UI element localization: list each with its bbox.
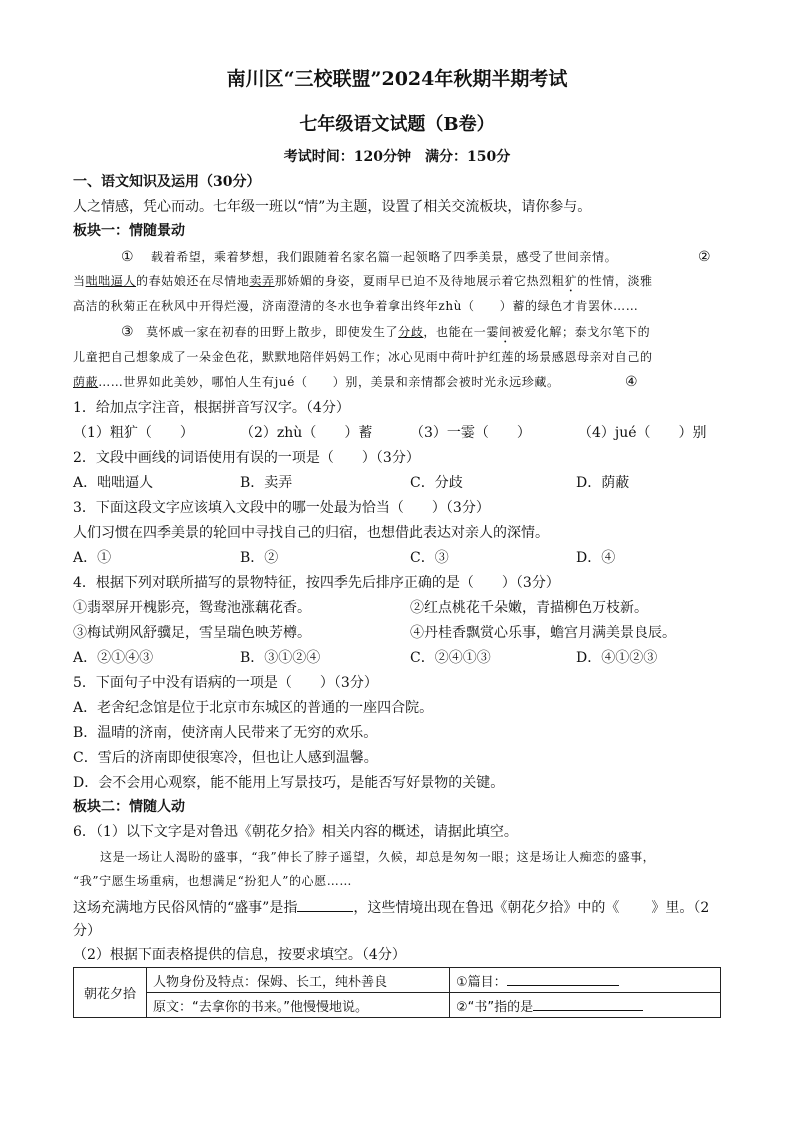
q4-option-a: A．②①④③ — [73, 650, 154, 666]
q4-couplet-3: ③梅试朔风舒骥足，雪呈瑞色映芳樽。 — [73, 625, 311, 641]
answer-blank-event[interactable] — [297, 899, 353, 912]
q2-option-c: C．分歧 — [410, 475, 463, 491]
table-cell-book: 朝花夕拾 — [74, 968, 147, 1018]
info-table — [73, 967, 721, 1018]
table-cell-answer-2 — [450, 993, 721, 1018]
block-heading-1: 板块一：情随景动 — [73, 223, 185, 239]
marker-1: ① — [121, 249, 135, 265]
q6-fill-text: 这场充满地方民俗风情的“盛事”是指 — [73, 900, 298, 916]
paper-subtitle: 七年级语文试题（B卷） — [299, 114, 495, 135]
q6-fill-text: 》里。（2 — [651, 900, 710, 916]
table-cell-answer-1 — [450, 968, 721, 993]
table-row — [74, 968, 721, 993]
exam-title: 南川区“三校联盟”2024年秋期半期考试 — [226, 68, 568, 90]
q6-quote-line-1: 这是一场让人渴盼的盛事，“我”伸长了脖子遥望，久候，却总是匆匆一眼；这是场让人痴恋的盛事， — [100, 850, 656, 864]
exam-meta: 考试时间：120分钟 满分：150分 — [283, 149, 511, 165]
underlined-word: 荫蔽 — [73, 375, 99, 389]
table-row — [74, 993, 721, 1018]
q3-stem: 3．下面这段文字应该填入文段中的哪一处最为恰当（ ）（3分） — [73, 500, 490, 516]
passage-line-5: 儿童把自己想象成了一朵金色花，默默地陪伴妈妈工作；冰心见雨中荷叶护红莲的场景感恩母亲对自己的 — [73, 350, 653, 364]
marker-2: ② — [698, 249, 711, 265]
table-cell-character: 人物身份及特点：保姆、长工，纯朴善良 — [147, 968, 450, 993]
q2-option-b: B．卖弄 — [240, 475, 293, 491]
q3-option-d: D．④ — [576, 550, 616, 566]
table-answer-label: ①篇目： — [456, 974, 507, 990]
table-cell-quote: 原文：“去拿你的书来。”他慢慢地说。 — [147, 993, 450, 1018]
underlined-word: 分歧 — [398, 325, 424, 339]
passage-line-2 — [73, 272, 653, 295]
q2-option-a: A．咄咄逼人 — [73, 475, 154, 491]
q1-stem: 1．给加点字注音，根据拼音写汉字。（4分） — [73, 400, 350, 416]
q5-option-b: B．温晴的济南，使济南人民带来了无穷的欢乐。 — [73, 725, 378, 741]
q4-option-b: B．③①②④ — [240, 650, 321, 666]
dotted-char: 犷 — [564, 274, 578, 288]
passage-text: 的春姑娘还在尽情地 — [136, 274, 250, 288]
q4-option-d: D．④①②③ — [576, 650, 658, 666]
q4-couplet-2: ②红点桃花千朵嫩，青描柳色万枝新。 — [410, 600, 648, 616]
passage-text: ，也能在一霎 — [423, 325, 499, 339]
q4-couplet-4: ④丹桂香飘赏心乐事，蟾宫月满美景良辰。 — [410, 625, 676, 641]
block-heading-2: 板块二：情随人动 — [73, 799, 185, 815]
marker-4: ④ — [625, 374, 638, 390]
q5-option-a: A．老舍纪念馆是位于北京市东城区的普通的一座四合院。 — [73, 700, 434, 716]
q3-option-a: A．① — [73, 550, 112, 566]
q5-option-c: C．雪后的济南即使很寒冷，但也让人感到温馨。 — [73, 750, 378, 766]
section-intro: 人之情感，凭心而动。七年级一班以“情”为主题，设置了相关交流板块，请你参与。 — [73, 199, 592, 215]
q6-fill-text: ，这些情境出现在鲁迅《朝花夕拾》中的《 — [353, 900, 620, 916]
passage-text: 被爱化解；泰戈尔笔下的 — [511, 325, 651, 339]
q6-stem-2: （2）根据下面表格提供的信息，按要求填空。（4分） — [73, 947, 406, 963]
q6-quote-line-2: “我”宁愿生场重病，也想满足“扮犯人”的心愿…… — [73, 874, 352, 888]
passage-line-1 — [121, 248, 617, 266]
answer-blank-chapter[interactable] — [507, 973, 619, 986]
q4-couplet-1: ①翡翠屏开槐影亮，鸳鸯池涨藕花香。 — [73, 600, 311, 616]
q2-option-d: D．荫蔽 — [576, 475, 630, 491]
q4-stem: 4．根据下列对联所描写的景物特征，按四季先后排序正确的是（ ）（3分） — [73, 575, 560, 591]
q1-option-2: （2）zhù（ ）蓄 — [240, 425, 373, 441]
q1-option-4: （4）jué（ ）别 — [578, 425, 707, 441]
passage-text: ……世界如此美妙，哪怕人生有jué（ ）别，美景和亲情都会被时光永远珍藏。 — [98, 375, 560, 389]
dotted-char: 间 — [498, 325, 512, 339]
q5-option-d: D．会不会用心观察，能不能用上写景技巧，是能否写好景物的关键。 — [73, 775, 505, 791]
answer-blank-book[interactable] — [533, 998, 643, 1011]
passage-text: 当 — [73, 274, 86, 288]
q6-fill-line — [73, 899, 709, 917]
q3-option-c: C．③ — [410, 550, 449, 566]
q1-option-1: （1）粗犷（ ） — [73, 425, 194, 441]
passage-text: 载着希望，乘着梦想，我们跟随着名家名篇一起领略了四季美景，感受了世间亲情。 — [151, 250, 618, 264]
q2-stem: 2．文段中画线的词语使用有误的一项是（ ）（3分） — [73, 450, 420, 466]
marker-3: ③ — [121, 324, 135, 340]
passage-text: 那娇媚的身姿，夏雨早已迫不及待地展示着它热烈粗 — [274, 274, 565, 288]
q1-option-3: （3）一霎（ ） — [410, 425, 531, 441]
q3-text: 人们习惯在四季美景的轮回中寻找自己的归宿，也想借此表达对亲人的深情。 — [73, 525, 549, 541]
section-heading: 一、语文知识及运用（30分） — [73, 174, 261, 190]
q6-stem-1: 6．（1）以下文字是对鲁迅《朝花夕拾》相关内容的概述，请据此填空。 — [73, 824, 518, 840]
passage-line-4 — [121, 323, 650, 346]
q3-option-b: B．② — [240, 550, 279, 566]
q5-stem: 5．下面句子中没有语病的一项是（ ）（3分） — [73, 675, 378, 691]
underlined-word: 卖弄 — [249, 274, 275, 288]
passage-line-3: 高洁的秋菊正在秋风中开得烂漫，济南澄清的冬水也争着拿出终年zhù（ ）蓄的绿色才肯罢休…… — [73, 299, 639, 313]
table-answer-label: ②“书”指的是 — [456, 999, 534, 1015]
underlined-word: 咄咄逼人 — [85, 274, 137, 288]
passage-line-6 — [73, 373, 560, 391]
passage-text: 的性情，淡雅 — [577, 274, 653, 288]
q4-option-c: C．②④①③ — [410, 650, 491, 666]
passage-text: 莫怀戚一家在初春的田野上散步，即使发生了 — [146, 325, 399, 339]
q6-fill-line-cont: 分） — [73, 923, 101, 939]
